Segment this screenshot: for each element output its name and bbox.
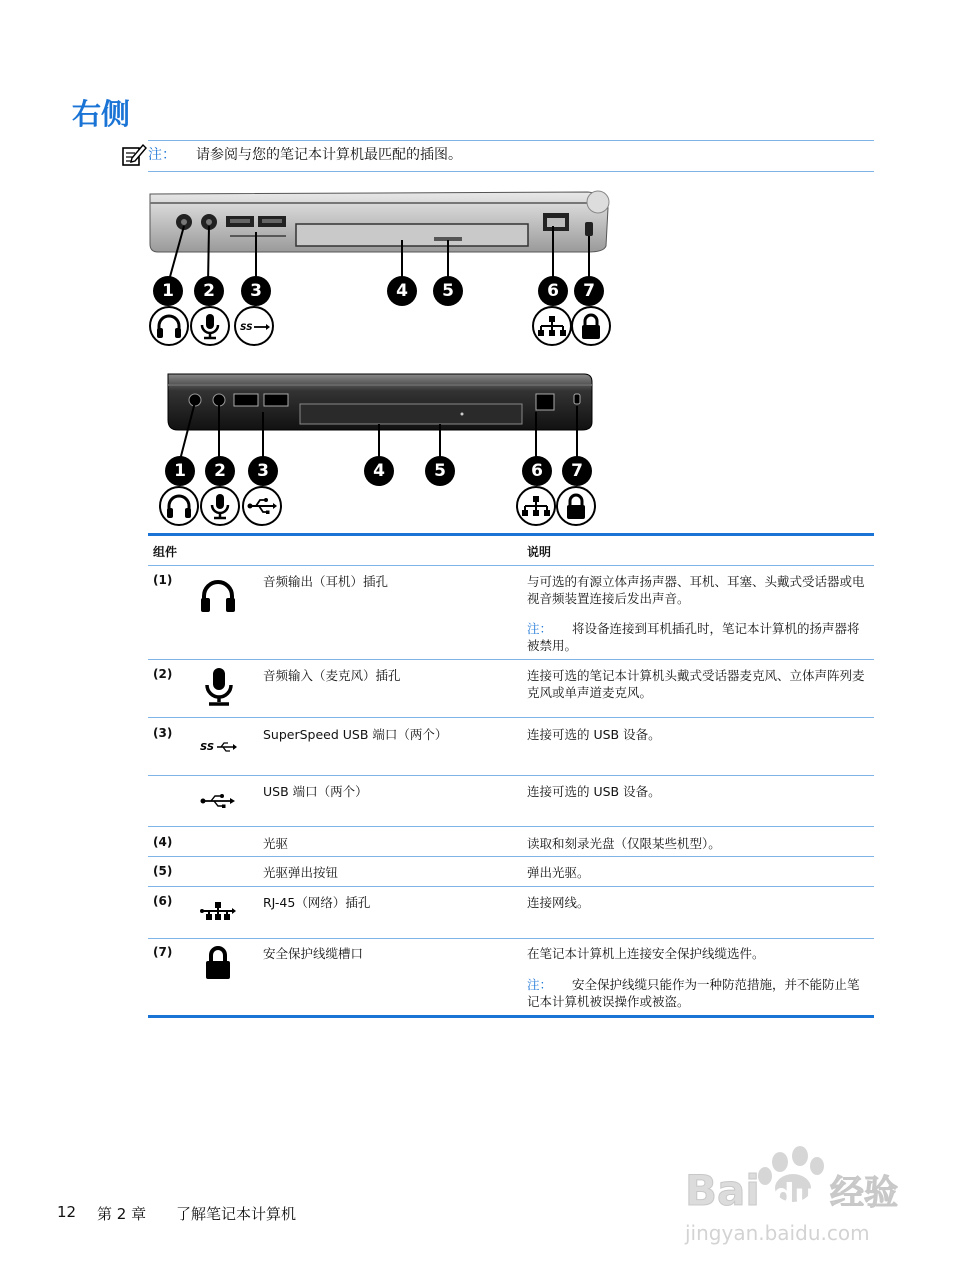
- callout-6b: 6: [522, 456, 552, 486]
- row-divider: [148, 826, 874, 827]
- callout-2: 2: [194, 276, 224, 306]
- callout-3b: 3: [248, 456, 278, 486]
- network-icon: [516, 486, 556, 526]
- callout-1b: 1: [165, 456, 195, 486]
- component-description: 弹出光驱。: [527, 865, 590, 880]
- row-divider: [148, 775, 874, 776]
- row-number: (7): [153, 945, 173, 959]
- callout-5b: 5: [425, 456, 455, 486]
- svg-text:经验: 经验: [830, 1173, 898, 1213]
- component-name: 安全保护线缆槽口: [263, 946, 364, 961]
- network-icon: [532, 306, 572, 346]
- component-name: 光驱: [263, 836, 289, 851]
- callout-7b: 7: [562, 456, 592, 486]
- superspeed-usb-icon: [199, 726, 239, 766]
- callout-5: 5: [433, 276, 463, 306]
- chapter-label: 第 2 章: [97, 1205, 147, 1223]
- leader-lines-2: [164, 398, 596, 462]
- note-text: 请参阅与您的笔记本计算机最匹配的插图。: [196, 147, 462, 163]
- usb-icon: [199, 781, 239, 821]
- microphone-icon: [190, 306, 230, 346]
- note-label: 注：: [148, 147, 176, 163]
- row-divider: [148, 717, 874, 718]
- row-note: [527, 620, 867, 654]
- callout-6: 6: [538, 276, 568, 306]
- row-number: (4): [153, 835, 173, 849]
- row-number: (5): [153, 864, 173, 878]
- microphone-icon: [199, 667, 239, 707]
- page-title: 右侧: [72, 97, 131, 131]
- callout-7: 7: [574, 276, 604, 306]
- lock-icon: [556, 486, 596, 526]
- network-icon: [199, 892, 239, 932]
- component-name: SuperSpeed USB 端口（两个）: [263, 727, 448, 742]
- note-label: 注：: [527, 977, 553, 992]
- component-name: USB 端口（两个）: [263, 784, 368, 799]
- callout-4b: 4: [364, 456, 394, 486]
- superspeed-usb-icon: [234, 306, 274, 346]
- component-description: 连接可选的笔记本计算机头戴式受话器麦克风、立体声阵列麦克风或单声道麦克风。: [527, 668, 865, 700]
- chapter-title: 了解笔记本计算机: [176, 1205, 297, 1223]
- component-name: 音频输入（麦克风）插孔: [263, 668, 401, 683]
- row-number: (6): [153, 894, 173, 908]
- lock-icon: [198, 943, 238, 983]
- component-description: 在笔记本计算机上连接安全保护线缆选件。: [527, 946, 765, 961]
- row-divider: [148, 856, 874, 857]
- row-number: (1): [153, 573, 173, 587]
- page-number: 12: [57, 1203, 77, 1221]
- note-text: 安全保护线缆只能作为一种防范措施，并不能防止笔记本计算机被误操作或被盗。: [527, 977, 860, 1009]
- lock-icon: [571, 306, 611, 346]
- callout-2b: 2: [205, 456, 235, 486]
- table-bottom-rule: [148, 1015, 874, 1018]
- usb-icon: [242, 486, 282, 526]
- header-description: 说明: [527, 545, 552, 559]
- component-name: 光驱弹出按钮: [263, 865, 339, 880]
- component-description: 连接可选的 USB 设备。: [527, 727, 661, 742]
- component-name: RJ-45（网络）插孔: [263, 895, 371, 910]
- component-description: 读取和刻录光盘（仅限某些机型）。: [527, 836, 721, 851]
- row-number: (2): [153, 667, 173, 681]
- microphone-icon: [200, 486, 240, 526]
- header-component: 组件: [153, 545, 178, 559]
- headphone-icon: [198, 576, 238, 616]
- row-note: [527, 976, 867, 1010]
- component-description: 与可选的有源立体声扬声器、耳机、耳塞、头戴式受话器或电视音频装置连接后发出声音。: [527, 574, 865, 606]
- headphone-icon: [159, 486, 199, 526]
- baidu-jingyan-watermark: [665, 1140, 925, 1260]
- row-divider: [148, 659, 874, 660]
- row-divider: [148, 886, 874, 887]
- component-description: 连接可选的 USB 设备。: [527, 784, 661, 799]
- note-text: 将设备连接到耳机插孔时，笔记本计算机的扬声器将被禁用。: [527, 621, 860, 653]
- component-name: 音频输出（耳机）插孔: [263, 574, 389, 589]
- table-top-rule: [148, 533, 874, 536]
- row-divider: [148, 938, 874, 939]
- svg-text:Bai: Bai: [685, 1166, 760, 1215]
- note-label: 注：: [527, 621, 553, 636]
- svg-text:SS: SS: [200, 742, 215, 753]
- header-divider: [148, 565, 874, 566]
- callout-3: 3: [241, 276, 271, 306]
- note-pencil-icon: [121, 142, 147, 168]
- callout-4: 4: [387, 276, 417, 306]
- svg-text:SS: SS: [240, 323, 253, 333]
- component-description: 连接网线。: [527, 895, 590, 910]
- headphone-icon: [149, 306, 189, 346]
- svg-text:jingyan.baidu.com: jingyan.baidu.com: [685, 1221, 870, 1245]
- row-number: (3): [153, 726, 173, 740]
- svg-text:du: du: [773, 1178, 816, 1213]
- callout-1: 1: [153, 276, 183, 306]
